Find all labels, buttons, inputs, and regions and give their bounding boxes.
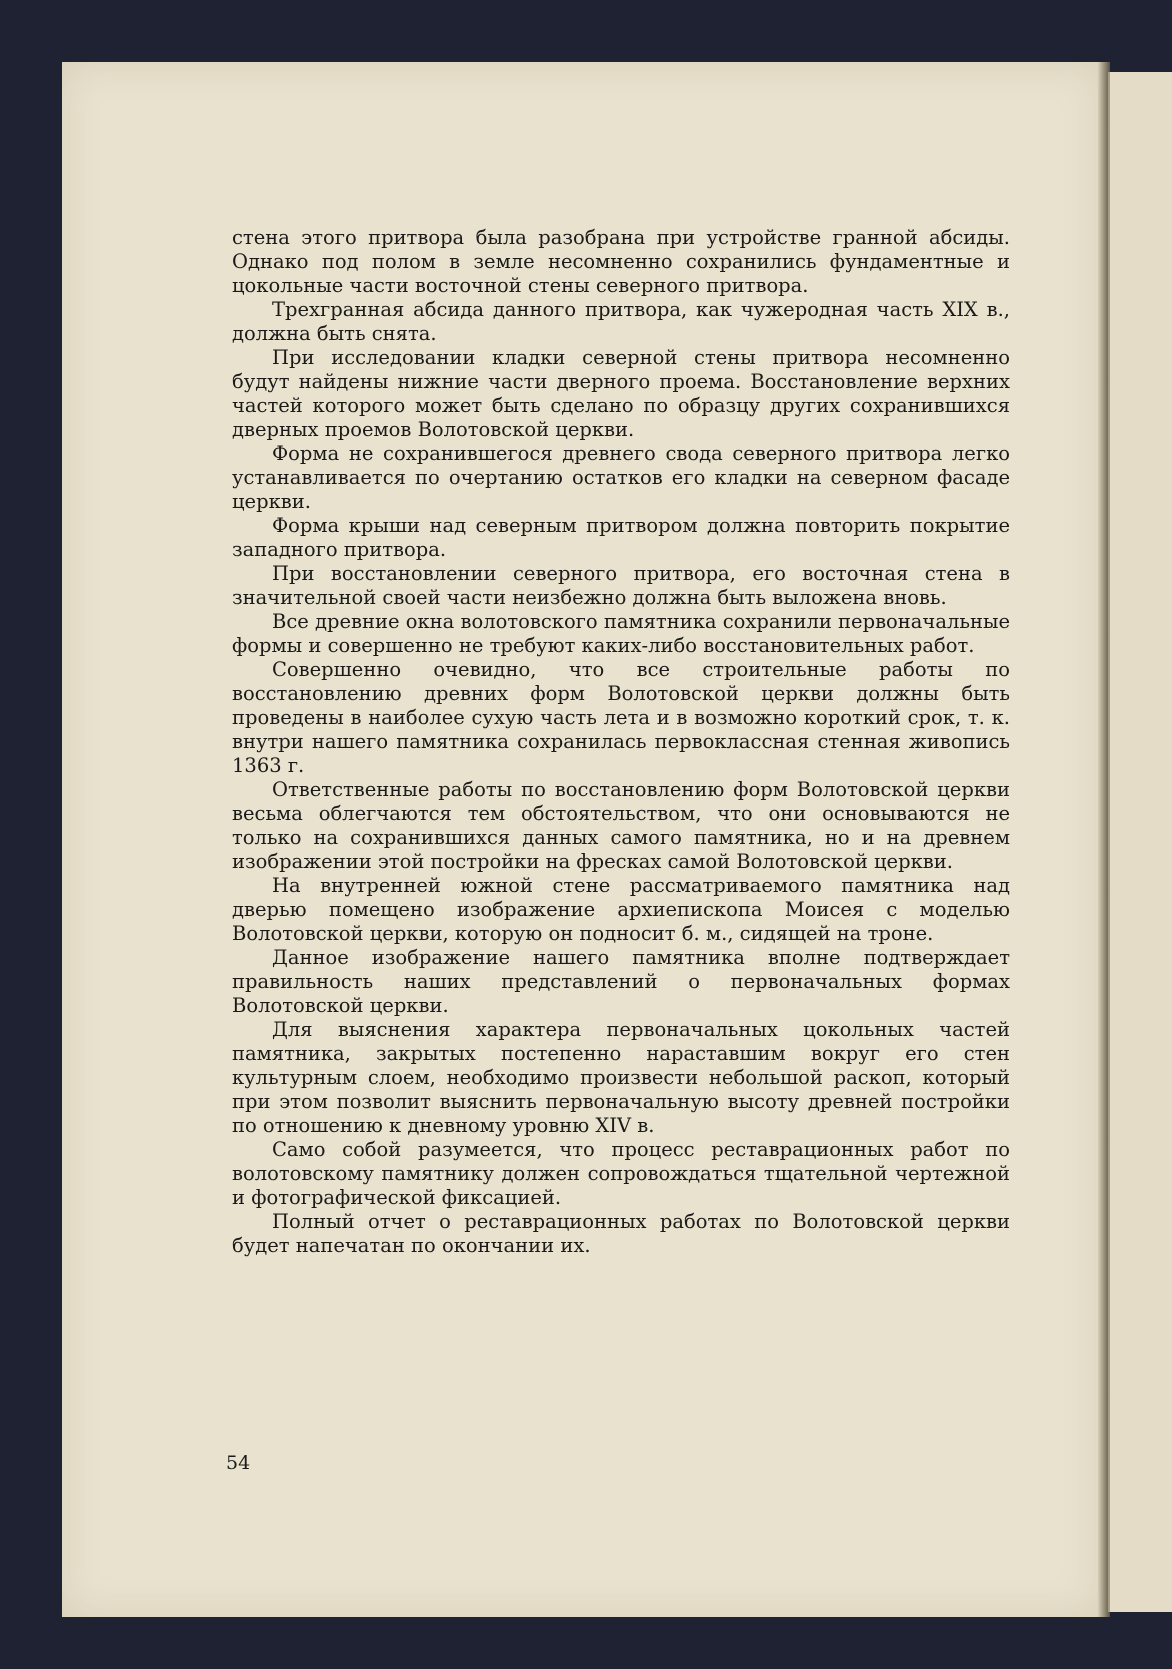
paragraph: Форма крыши над северным притвором должна повторить покрытие западного притвора. (232, 514, 1010, 561)
paragraph: На внутренней южной стене рассматриваемого памятника над дверью помещено изображение архиепископа Моисея с моделью Волотовской церкви, которую он подносит б. м., сидящей на троне. (232, 874, 1010, 945)
paragraph: Форма не сохранившегося древнего свода северного притвора легко устанавливается по очертанию остатков его кладки на северном фасаде церкви. (232, 442, 1010, 513)
paragraph: Данное изображение нашего памятника вполне подтверждает правильность наших представлений о первоначальных формах Волотовской церкви. (232, 946, 1010, 1017)
paragraph: Трехгранная абсида данного притвора, как чужеродная часть XIX в., должна быть снята. (232, 298, 1010, 345)
page-number: 54 (226, 1452, 251, 1474)
facing-page-edge (1108, 72, 1172, 1612)
paragraph: Ответственные работы по восстановлению форм Волотовской церкви весьма облегчаются тем обстоятельством, что они основываются не только на сохранившихся данных самого памятника, но и на древнем изображении этой постройки на фресках самой Волотовской церкви. (232, 778, 1010, 873)
paragraph: При восстановлении северного притвора, его восточная стена в значительной своей части неизбежно должна быть выложена вновь. (232, 562, 1010, 609)
paragraph: Для выяснения характера первоначальных цокольных частей памятника, закрытых постепенно нараставшим вокруг его стен культурным слоем, необходимо произвести небольшой раскоп, который при этом позволит выяснить первоначальную высоту древней постройки по отношению к дневному уровню XIV в. (232, 1018, 1010, 1137)
body-text (232, 226, 1010, 1258)
paragraph: При исследовании кладки северной стены притвора несомненно будут найдены нижние части дверного проема. Восстановление верхних частей которого может быть сделано по образцу других сохранившихся дверных проемов Волотовской церкви. (232, 346, 1010, 441)
paragraph: Полный отчет о реставрационных работах по Волотовской церкви будет напечатан по окончании их. (232, 1210, 1010, 1257)
paragraph: стена этого притвора была разобрана при устройстве гранной абсиды. Однако под полом в земле несомненно сохранились фундаментные и цокольные части восточной стены северного притвора. (232, 226, 1010, 297)
paragraph: Совершенно очевидно, что все строительные работы по восстановлению древних форм Волотовской церкви должны быть проведены в наиболее сухую часть лета и в возможно короткий срок, т. к. внутри нашего памятника сохранилась первоклассная стенная живопись 1363 г. (232, 658, 1010, 777)
paragraph: Само собой разумеется, что процесс реставрационных работ по волотовскому памятнику должен сопровождаться тщательной чертежной и фотографической фиксацией. (232, 1138, 1010, 1209)
paragraph: Все древние окна волотовского памятника сохранили первоначальные формы и совершенно не требуют каких-либо восстановительных работ. (232, 610, 1011, 657)
